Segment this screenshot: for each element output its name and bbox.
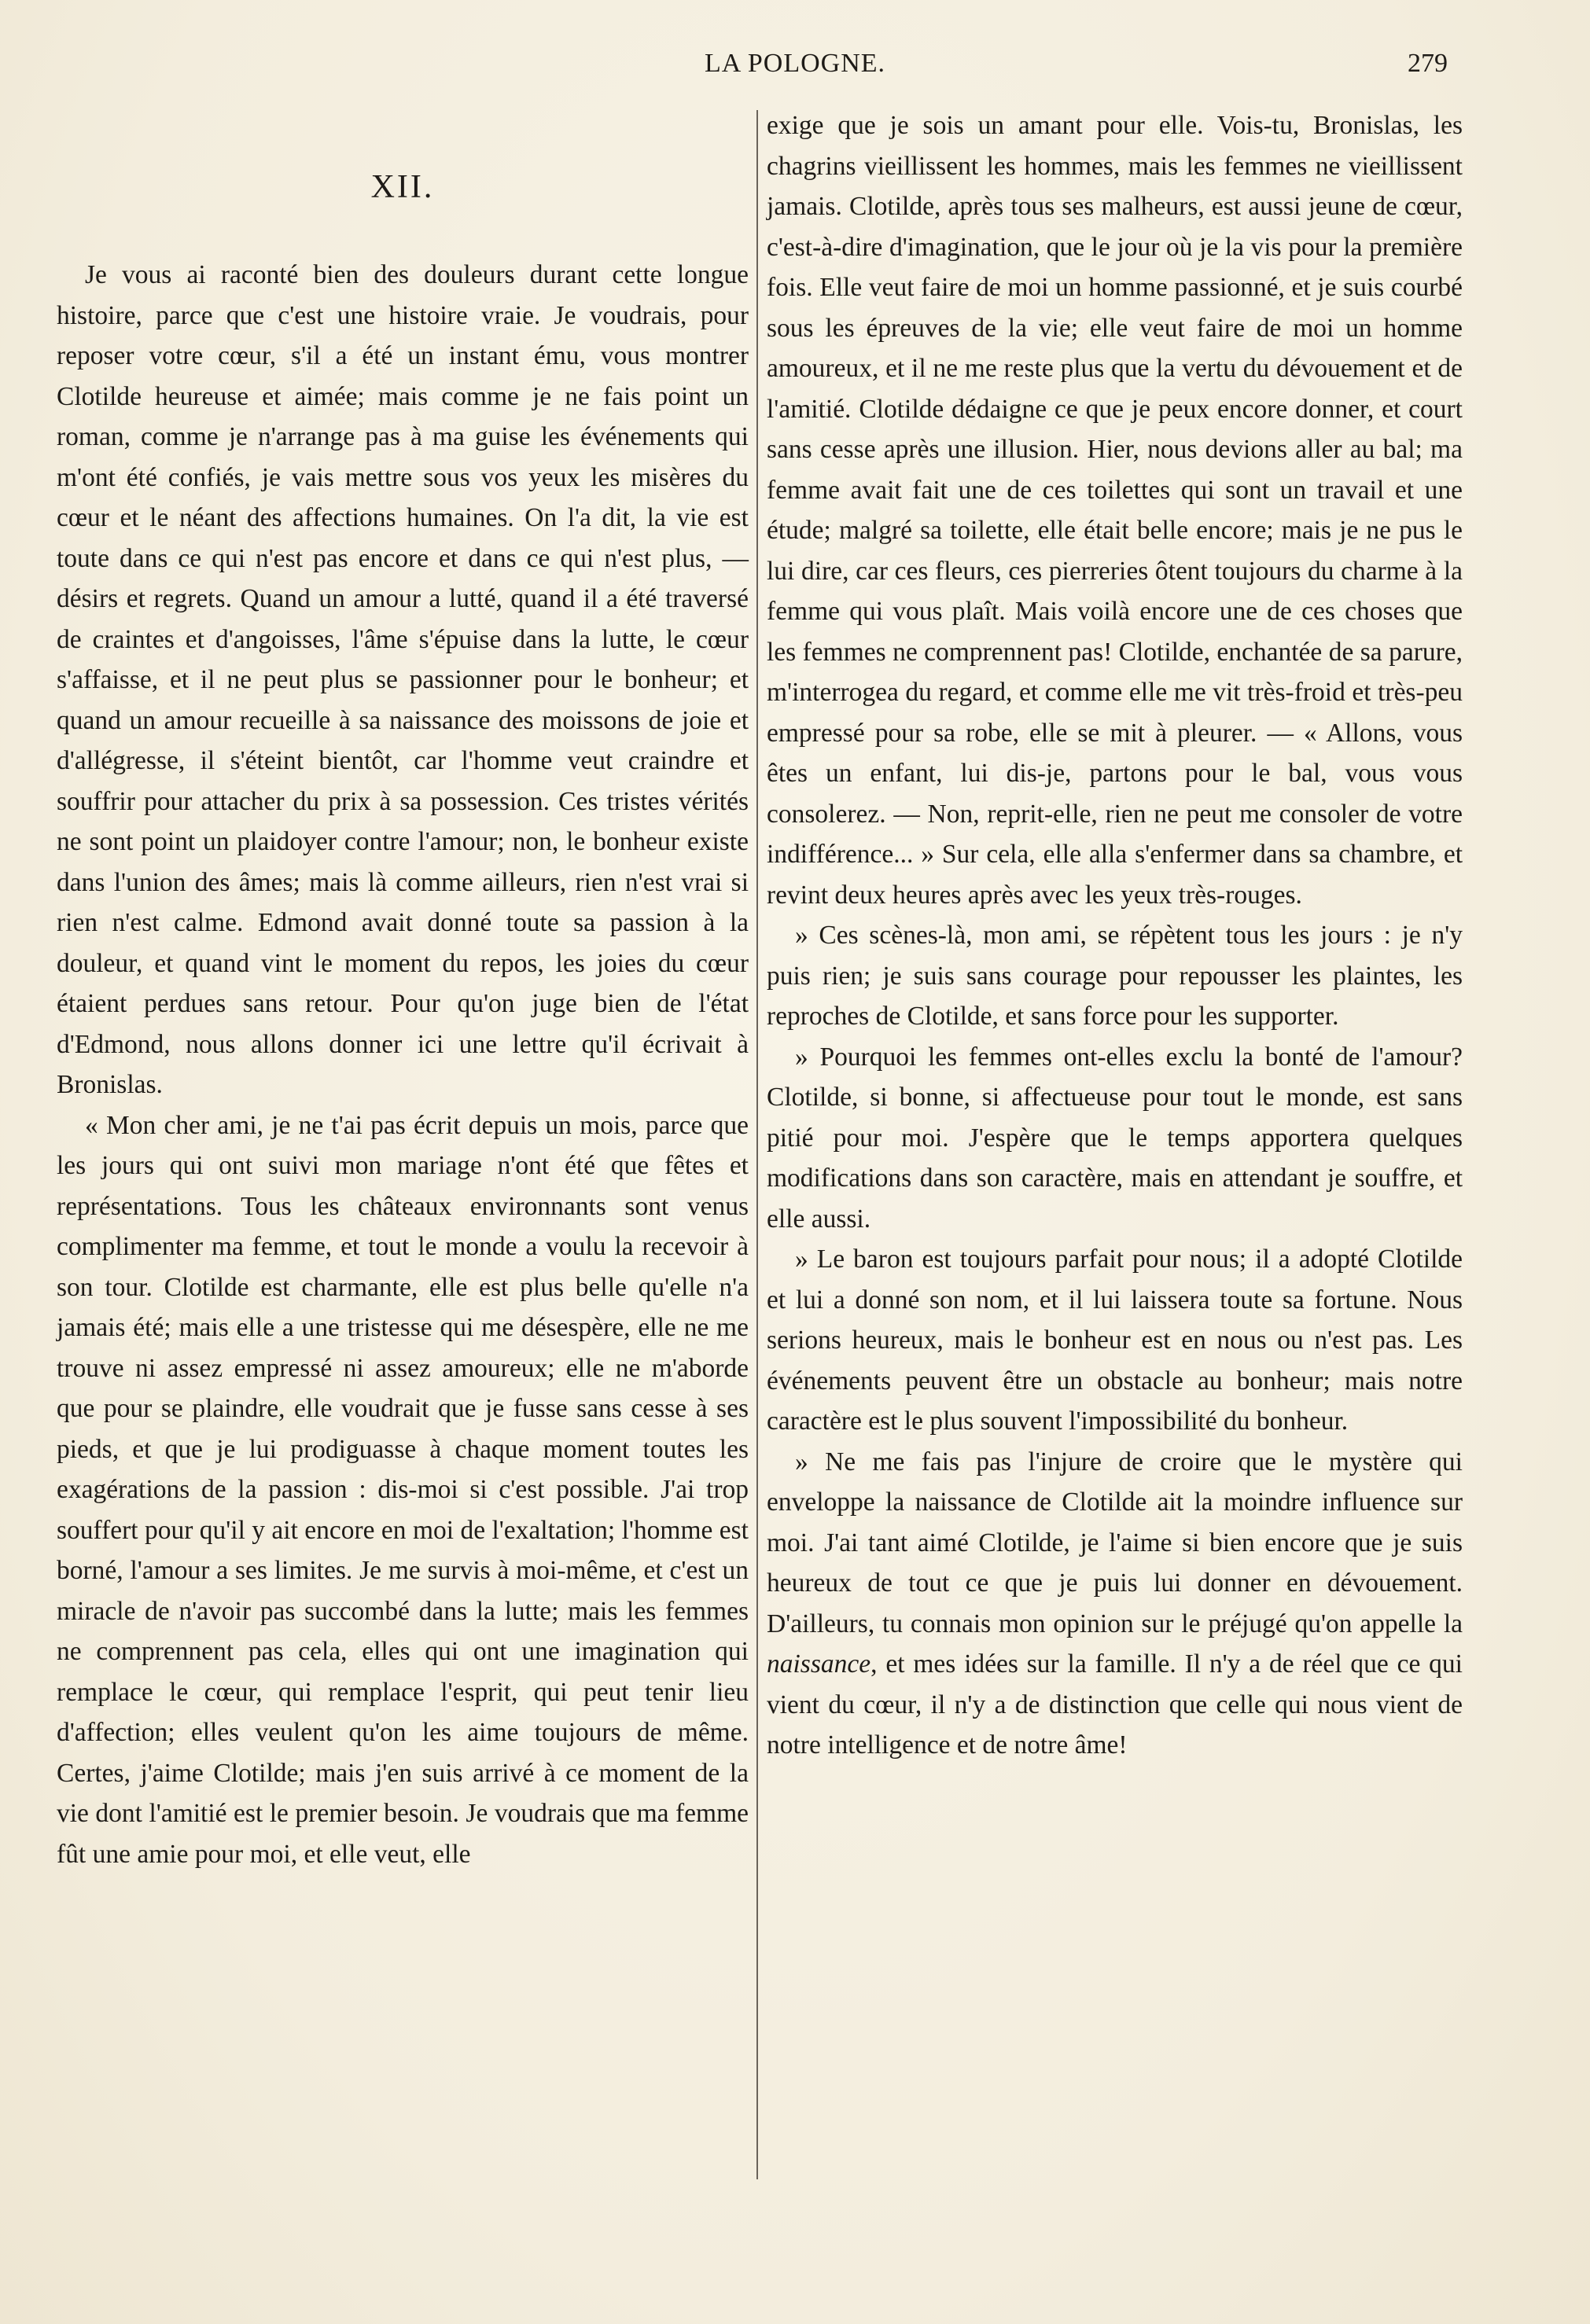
paragraph: » Pourquoi les femmes ont-elles exclu la bonté de l'amour? Clotilde, si bonne, si affectueuse pour tout le monde, est sans pitié pour moi. J'espère que le temps apportera quelques modifications dans son caractère, mais en attendant je souffre, et elle aussi.	[767, 1042, 1463, 1234]
paragraph: » Ces scènes-là, mon ami, se répètent tous les jours : je n'y puis rien; je suis sans courage pour repousser les plaintes, les reproches de Clotilde, et sans force pour les supporter.	[767, 921, 1463, 1031]
right-column	[767, 105, 1463, 1766]
section-heading: XII.	[370, 169, 435, 205]
left-column	[57, 110, 749, 1874]
paragraph	[767, 1442, 1463, 1766]
column-divider	[756, 110, 758, 2179]
running-title: LA POLOGNE.	[704, 49, 886, 78]
paragraph: » Le baron est toujours parfait pour nous; il a adopté Clotilde et lui a donné son nom, et il lui laissera toute sa fortune. Nous serions heureux, mais le bonheur est en nous ou n'est pas. Les événements peuvent être un obstacle au bonheur; mais notre caractère est le plus souvent l'impossibilité du bonheur.	[767, 1245, 1463, 1436]
page-number: 279	[1408, 49, 1448, 78]
paragraph: « Mon cher ami, je ne t'ai pas écrit depuis un mois, parce que les jours qui ont suivi mon mariage n'ont été que fêtes et représentations. Tous les châteaux environnants sont venus complimenter ma femme, et tout le monde a voulu la recevoir à son tour. Clotilde est charmante, elle est plus belle qu'elle n'a jamais été; mais elle a une tristesse qui me désespère, elle ne me trouve ni assez empressé ni assez amoureux; elle ne m'aborde que pour se plaindre, elle voudrait que je fusse sans cesse à ses pieds, et que je lui prodiguasse à chaque moment toutes les exagérations de la passion : dis-moi si c'est possible. J'ai trop souffert pour qu'il y ait encore en moi de l'exaltation; l'homme est borné, l'amour a ses limites. Je me survis à moi-même, et c'est un miracle de n'avoir pas succombé dans la lutte; mais les femmes ne comprennent pas cela, elles qui ont une imagination qui remplace le cœur, qui remplace l'esprit, qui peut tenir lieu d'affection; elles veulent qu'on les aime toujours de même. Certes, j'aime Clotilde; mais j'en suis arrivé à ce moment de la vie dont l'amitié est le premier besoin. Je voudrais que ma femme fût une amie pour moi, et elle veut, elle	[57, 1110, 749, 1869]
paragraph: exige que je sois un amant pour elle. Vois-tu, Bronislas, les chagrins vieillissent les hommes, mais les femmes ne vieillissent jamais. Clotilde, après tous ses malheurs, est aussi jeune de cœur, c'est-à-dire d'imagination, que le jour où je la vis pour la première fois. Elle veut faire de moi un homme passionné, et je suis courbé sous les épreuves de la vie; elle veut faire de moi un homme amoureux, et il ne me reste plus que la vertu du dévouement et de l'amitié. Clotilde dédaigne ce que je peux encore donner, et court sans cesse après une illusion. Hier, nous devions aller au bal; ma femme avait fait une de ces toilettes qui sont un travail et une étude; malgré sa toilette, elle était belle encore; mais je ne pus le lui dire, car ces fleurs, ces pierreries ôtent toujours du charme à la femme qui vous plaît. Mais voilà encore une de ces choses que les femmes ne comprennent pas! Clotilde, enchantée de sa parure, m'interrogea du regard, et comme elle me vit très-froid et très-peu empressé pour sa robe, elle se mit à pleurer. — « Allons, vous êtes un enfant, lui dis-je, partons pour le bal, vous vous consolerez. — Non, reprit-elle, rien ne peut me consoler de votre indifférence... » Sur cela, elle alla s'enfermer dans sa chambre, et revint deux heures après avec les yeux très-rouges.	[767, 111, 1463, 910]
italic-word: naissance	[767, 1649, 871, 1679]
paragraph-text: » Ne me fais pas l'injure de croire que le mystère qui enveloppe la naissance de Clotilde ait la moindre influence sur moi. J'ai tant aimé Clotilde, je l'aime si bien encore que je suis heureux de tout ce que je puis lui donner en dévouement. D'ailleurs, tu connais mon opinion sur le préjugé qu'on appelle la	[767, 1447, 1463, 1638]
paragraph: Je vous ai raconté bien des douleurs durant cette longue histoire, parce que c'est une histoire vraie. Je voudrais, pour reposer votre cœur, s'il a été un instant ému, vous montrer Clotilde heureuse et aimée; mais comme je ne fais point un roman, comme je n'arrange pas à ma guise les événements qui m'ont été confiés, je vais mettre sous vos yeux les misères du cœur et le néant des affections humaines. On l'a dit, la vie est toute dans ce qui n'est pas encore et dans ce qui n'est plus, — désirs et regrets. Quand un amour a lutté, quand il a été traversé de craintes et d'angoisses, l'âme s'épuise dans la lutte, le cœur s'affaisse, et il ne peut plus se passionner pour le bonheur; et quand un amour recueille à sa naissance des moissons de joie et d'allégresse, il s'éteint bientôt, car l'homme veut craindre et souffrir pour attacher du prix à sa possession. Ces tristes vérités ne sont point un plaidoyer contre l'amour; non, le bonheur existe dans l'union des âmes; mais là comme ailleurs, rien n'est vrai si rien n'est calme. Edmond avait donné toute sa passion à la douleur, et quand vint le moment du repos, les joies du cœur étaient perdues sans retour. Pour qu'on juge bien de l'état d'Edmond, nous allons donner ici une lettre qu'il écrivait à Bronislas.	[57, 260, 749, 1099]
paragraph-text: , et mes idées sur la famille. Il n'y a de réel que ce qui vient du cœur, il n'y a de distinction que celle qui nous vient de notre intelligence et de notre âme!	[767, 1649, 1463, 1760]
